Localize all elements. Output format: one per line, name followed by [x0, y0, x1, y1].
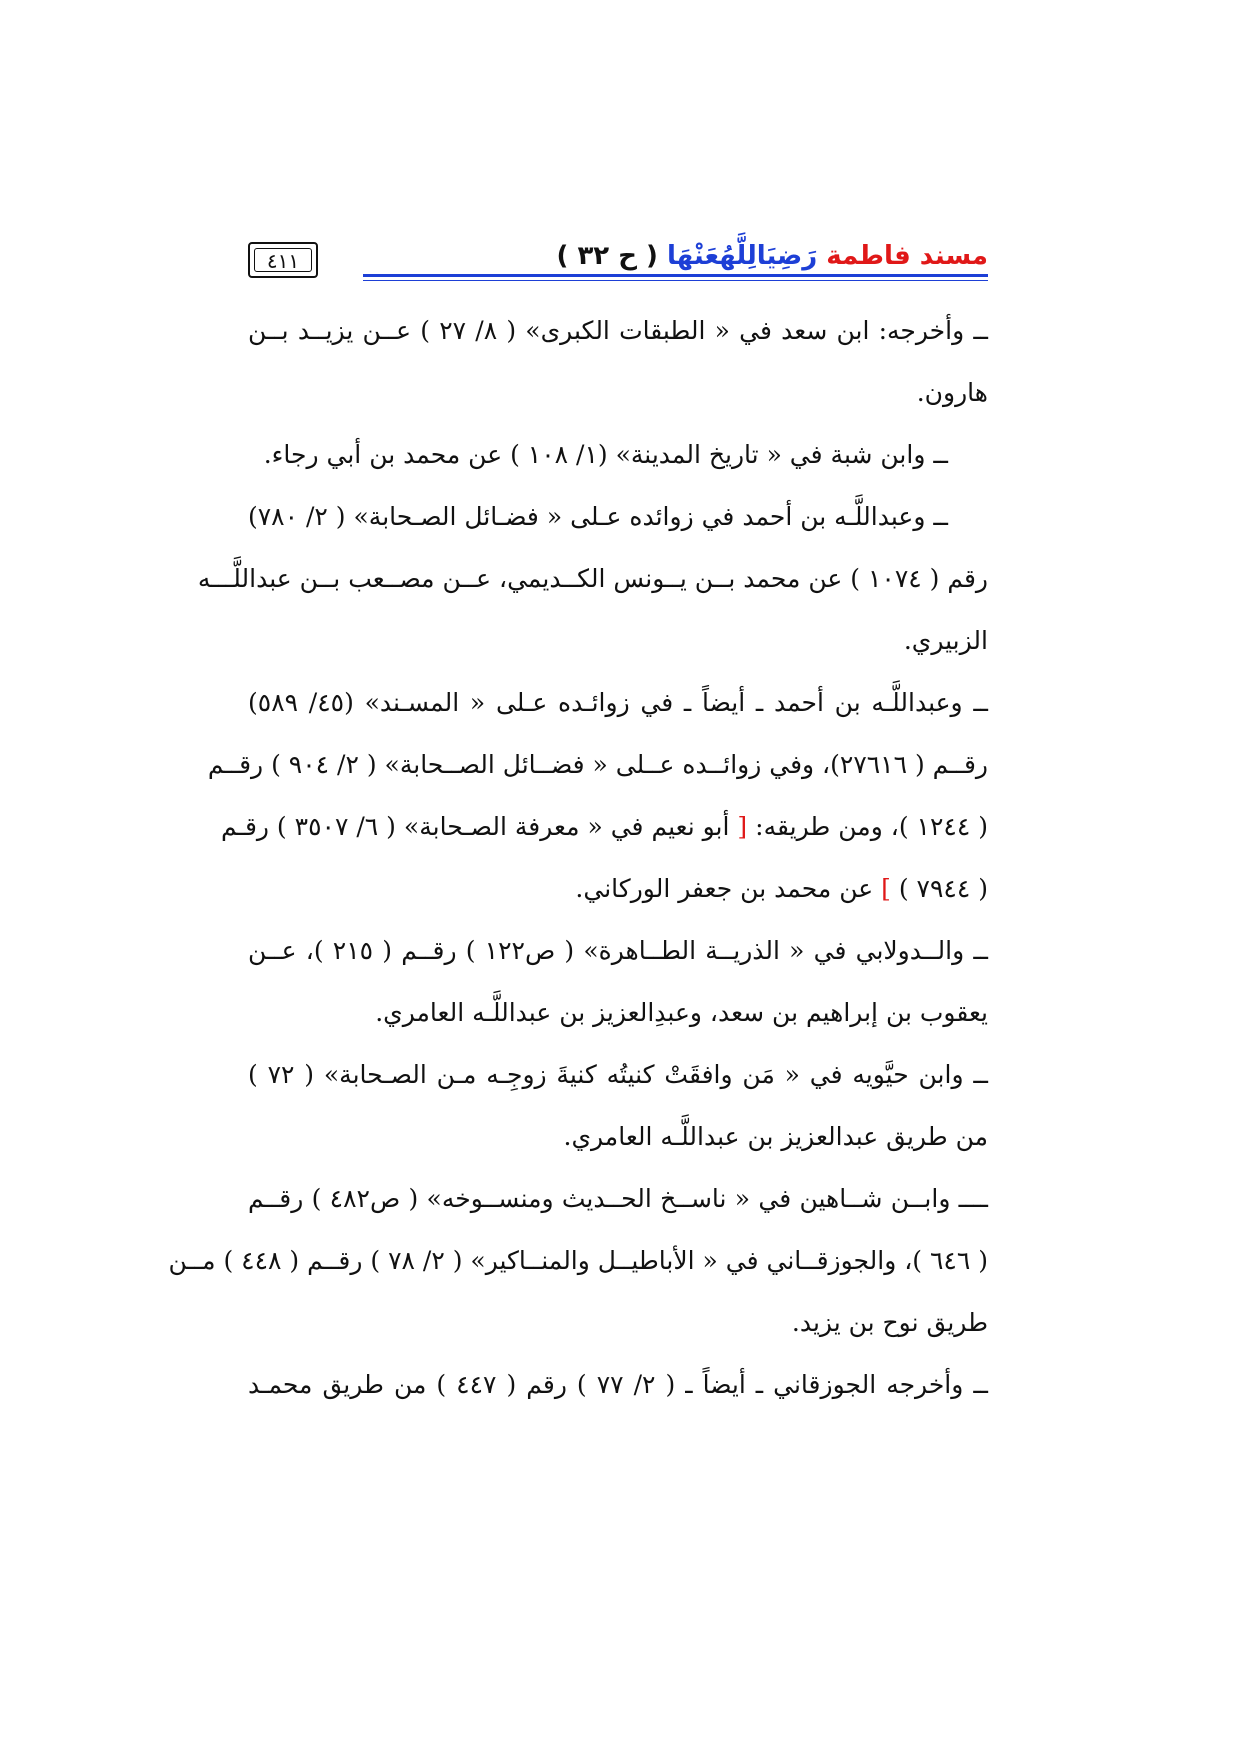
page-header [248, 240, 988, 286]
book-title: مسند فاطمة [826, 241, 988, 271]
text-line: ــ وابن شبة في « تاريخ المدينة» (١/ ١٠٨ ) عن محمد بن أبي رجاء. [263, 440, 948, 469]
honorific-calligraphy: رَضِيَالِلَّهُعَنْهَا [666, 241, 818, 271]
text-line: رقــم ( ٢٧٦١٦)، وفي زوائــده عــلى « فضــائل الصــحابة» ( ٢/ ٩٠٤ ) رقــم [207, 750, 988, 779]
page-number: ٤١١ [254, 248, 312, 272]
text-line: ــ وأخرجه: ابن سعد في « الطبقات الكبرى» ( ٨/ ٢٧ ) عــن يزيــد بــن [248, 316, 988, 345]
text-line: ( ١٢٤٤ )، ومن طريقه: [ أبو نعيم في « معرفة الصـحابة» ( ٦/ ٣٥٠٧ ) رقـم [220, 812, 988, 841]
header-rule-thin [363, 280, 988, 281]
text-line: هارون. [916, 378, 988, 407]
page-number-frame [248, 242, 318, 278]
text-line: ( ٧٩٤٤ ) ] عن محمد بن جعفر الوركاني. [575, 874, 988, 903]
text-line: طريق نوح بن يزيد. [791, 1308, 988, 1337]
bracket-mark: [ [737, 812, 748, 841]
bracket-mark: ] [881, 874, 891, 903]
text-line: من طريق عبدالعزيز بن عبداللَّـه العامري. [563, 1122, 988, 1151]
text-line: ــ والــدولابي في « الذريــة الطــاهرة» ( ص١٢٢ ) رقــم ( ٢١٥ )، عــن [248, 936, 988, 965]
text-line: يعقوب بن إبراهيم بن سعد، وعبدِالعزيز بن عبداللَّـه العامري. [375, 998, 988, 1027]
text-line: ــ وعبداللَّـه بن أحمد ـ أيضاً ـ في زوائـده عـلى « المسـند» (٤٥/ ٥٨٩) [248, 688, 989, 717]
text-line: ــ وعبداللَّـه بن أحمد في زوائده عـلى « فضـائل الصـحابة» ( ٢/ ٧٨٠) [247, 502, 948, 531]
hadith-number: ( ح ٣٢ ) [556, 241, 658, 271]
text-line: رقم ( ١٠٧٤ ) عن محمد بــن يــونس الكــديمي، عــن مصــعب بــن عبداللَّـــه [197, 564, 988, 593]
text-line: ــ وابن حيَّويه في « مَن وافقَتْ كنيتُه كنيةَ زوجِـه مـن الصـحابة» ( ٧٢ ) [248, 1060, 989, 1089]
text-line: ( ٦٤٦ )، والجوزقــاني في « الأباطيــل والمنــاكير» ( ٢/ ٧٨ ) رقــم ( ٤٤٨ ) مــن [168, 1246, 988, 1275]
page-body [168, 300, 989, 1416]
text-line: ــــ وابــن شــاهين في « ناســخ الحــديث ومنســوخه» ( ص٤٨٢ ) رقــم [248, 1184, 988, 1213]
running-title [557, 240, 989, 272]
text-line: الزبيري. [903, 626, 988, 655]
text-line: ــ وأخرجه الجوزقاني ـ أيضاً ـ ( ٢/ ٧٧ ) رقم ( ٤٤٧ ) من طريق محمـد [248, 1370, 988, 1399]
header-rule [363, 274, 988, 277]
